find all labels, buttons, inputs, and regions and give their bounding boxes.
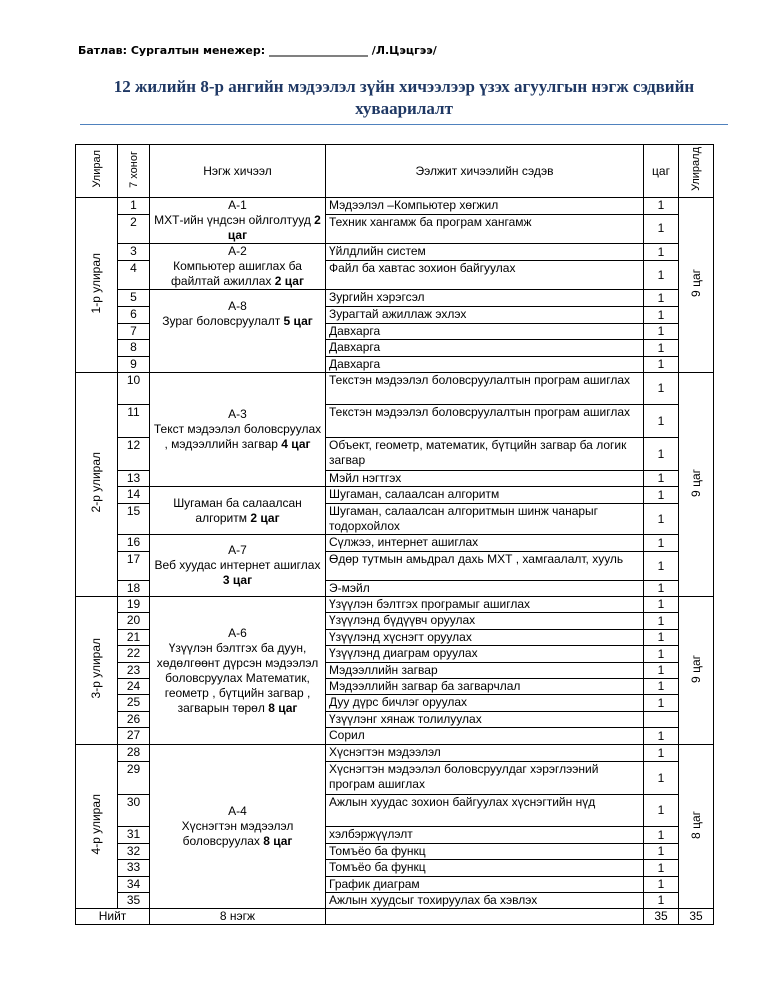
lesson-topic: Ажлын хуудас зохион байгуулах хүснэгтийн нүд — [326, 795, 644, 827]
lesson-hours: 1 — [644, 357, 679, 373]
table-row — [76, 373, 714, 405]
lesson-hours: 1 — [644, 695, 679, 712]
week-number: 29 — [118, 762, 150, 795]
week-number: 21 — [118, 630, 150, 646]
unit-cell — [150, 373, 326, 487]
lesson-topic: Үзүүлэнд хүснэгт оруулах — [326, 630, 644, 646]
lesson-hours: 1 — [644, 745, 679, 762]
lesson-topic: Үзүүлэнд бүдүүвч оруулах — [326, 613, 644, 630]
unit-hours: 2 цаг — [274, 274, 304, 288]
week-number: 12 — [118, 438, 150, 471]
week-number: 19 — [118, 597, 150, 613]
lesson-hours: 1 — [644, 261, 679, 290]
week-number: 31 — [118, 827, 150, 844]
lesson-hours: 1 — [644, 471, 679, 487]
lesson-topic: Давхарга — [326, 340, 644, 357]
total-units: 8 нэгж — [150, 909, 326, 925]
lesson-hours: 1 — [644, 307, 679, 324]
week-number: 1 — [118, 198, 150, 215]
unit-code: А-1 — [228, 198, 247, 212]
lesson-topic: Дуу дүрс бичлэг оруулах — [326, 695, 644, 712]
week-number: 6 — [118, 307, 150, 324]
week-number: 11 — [118, 405, 150, 438]
week-number: 15 — [118, 504, 150, 535]
term-hours-cell: 9 цаг — [679, 198, 714, 373]
week-number: 13 — [118, 471, 150, 487]
lesson-topic: Зурагтай ажиллаж эхлэх — [326, 307, 644, 324]
unit-code: А-6 — [228, 625, 247, 640]
lesson-topic: Файл ба хавтас зохион байгуулах — [326, 261, 644, 290]
lesson-hours: 1 — [644, 552, 679, 581]
header-row — [76, 145, 714, 198]
header-term-hours: Улиралд — [679, 145, 714, 198]
unit-hours: 5 цаг — [283, 314, 313, 328]
term-cell: 4-р улирал — [76, 745, 118, 909]
lesson-topic: Өдөр тутмын амьдрал дахь МХТ , хамгаалалт, хууль — [326, 552, 644, 581]
unit-name: Үзүүлэн бэлтгэх ба дуун, хөдөлгөөнт дүрсэн мэдээлэл боловсруулах Математик, геометр , бүтцийн загвар , загварын төрөл — [156, 640, 319, 715]
schedule-table — [75, 144, 714, 925]
lesson-topic: График диаграм — [326, 877, 644, 893]
lesson-topic: Мэдээлэл –Компьютер хөгжил — [326, 198, 644, 215]
lesson-topic: Техник хангамж ба програм хангамж — [326, 214, 644, 243]
lesson-hours: 1 — [644, 535, 679, 552]
lesson-topic: Үзүүлэн бэлтгэх програмыг ашиглах — [326, 597, 644, 613]
term-hours-cell: 9 цаг — [679, 597, 714, 745]
unit-name: Зураг боловсруулалт — [162, 314, 281, 328]
unit-name: МХТ-ийн үндсэн ойлголтууд — [154, 213, 311, 227]
week-number: 18 — [118, 581, 150, 597]
unit-cell — [150, 745, 326, 909]
lesson-hours: 1 — [644, 405, 679, 438]
lesson-topic: Сүлжээ, интернет ашиглах — [326, 535, 644, 552]
lesson-topic: Томъёо ба функц — [326, 844, 644, 860]
title-underline — [80, 124, 728, 125]
week-number: 25 — [118, 695, 150, 712]
header-unit: Нэгж хичээл — [150, 145, 326, 198]
table-row — [76, 597, 714, 613]
table-row — [76, 745, 714, 762]
week-number: 32 — [118, 844, 150, 860]
unit-name: Текст мэдээлэл боловсруулах , мэдээллийн загвар — [153, 422, 322, 451]
lesson-topic: Ажлын хуудсыг тохируулах ба хэвлэх — [326, 893, 644, 909]
lesson-hours: 1 — [644, 198, 679, 215]
unit-hours: 2 цаг — [227, 213, 321, 242]
lesson-hours: 1 — [644, 827, 679, 844]
header-topic: Ээлжит хичээлийн сэдэв — [326, 145, 644, 198]
week-number: 24 — [118, 679, 150, 695]
header-week: 7 хоног — [118, 145, 150, 198]
table-row — [76, 244, 714, 261]
lesson-topic: Үзүүлэнд диаграм оруулах — [326, 646, 644, 663]
unit-code: А-4 — [228, 804, 247, 818]
term-hours-cell: 8 цаг — [679, 745, 714, 909]
week-number: 8 — [118, 340, 150, 357]
lesson-topic: Мэдээллийн загвар — [326, 663, 644, 679]
term-hours-cell: 9 цаг — [679, 373, 714, 597]
lesson-hours: 1 — [644, 663, 679, 679]
lesson-topic: Хүснэгтэн мэдээлэл — [326, 745, 644, 762]
term-cell: 3-р улирал — [76, 597, 118, 745]
unit-code: А-8 — [228, 299, 247, 313]
week-number: 30 — [118, 795, 150, 827]
total-label: Нийт — [76, 909, 150, 925]
week-number: 10 — [118, 373, 150, 405]
total-hours: 35 — [644, 909, 679, 925]
lesson-hours: 1 — [644, 290, 679, 307]
approval-line: Батлав: Сургалтын менежер: __________________ /Л.Цэцгээ/ — [78, 44, 437, 57]
lesson-hours: 1 — [644, 324, 679, 340]
unit-hours: 4 цаг — [281, 437, 311, 451]
table-row — [76, 487, 714, 504]
unit-hours: 3 цаг — [222, 573, 253, 587]
lesson-topic: Үйлдлийн систем — [326, 244, 644, 261]
lesson-topic: Зургийн хэрэгсэл — [326, 290, 644, 307]
unit-cell — [150, 487, 326, 535]
lesson-hours: 1 — [644, 646, 679, 663]
unit-cell — [150, 198, 326, 244]
lesson-hours: 1 — [644, 340, 679, 357]
week-number: 16 — [118, 535, 150, 552]
lesson-topic: Хүснэгтэн мэдээлэл боловсруулдаг хэрэглээний програм ашиглах — [326, 762, 644, 795]
unit-cell — [150, 597, 326, 745]
week-number: 28 — [118, 745, 150, 762]
lesson-hours: 1 — [644, 613, 679, 630]
lesson-topic: Давхарга — [326, 324, 644, 340]
table-row — [76, 535, 714, 552]
week-number: 5 — [118, 290, 150, 307]
week-number: 26 — [118, 712, 150, 728]
lesson-topic: Э-мэйл — [326, 581, 644, 597]
unit-code: А-3 — [228, 407, 247, 421]
lesson-hours: 1 — [644, 893, 679, 909]
lesson-hours: 1 — [644, 597, 679, 613]
lesson-topic: хэлбэржүүлэлт — [326, 827, 644, 844]
unit-hours: 2 цаг — [250, 510, 280, 525]
header-hours: цаг — [644, 145, 679, 198]
week-number: 4 — [118, 261, 150, 290]
unit-name: Компьютер ашиглах ба файлтай ажиллах — [171, 259, 302, 288]
lesson-hours: 1 — [644, 728, 679, 745]
lesson-hours: 1 — [644, 581, 679, 597]
lesson-hours: 1 — [644, 244, 679, 261]
lesson-topic: Давхарга — [326, 357, 644, 373]
lesson-hours: 1 — [644, 438, 679, 471]
header-term: Улирал — [76, 145, 118, 198]
week-number: 33 — [118, 860, 150, 877]
lesson-hours: 1 — [644, 860, 679, 877]
unit-code: А-2 — [228, 244, 247, 258]
lesson-hours: 1 — [644, 877, 679, 893]
lesson-hours: 1 — [644, 630, 679, 646]
lesson-hours — [644, 712, 679, 728]
term-cell: 1-р улирал — [76, 198, 118, 373]
total-empty — [326, 909, 644, 925]
table-row — [76, 290, 714, 307]
unit-hours: 8 цаг — [263, 834, 293, 848]
week-number: 22 — [118, 646, 150, 663]
lesson-topic: Шугаман, салаалсан алгоритм — [326, 487, 644, 504]
week-number: 35 — [118, 893, 150, 909]
table-row — [76, 198, 714, 215]
week-number: 3 — [118, 244, 150, 261]
week-number: 14 — [118, 487, 150, 504]
unit-code: А-7 — [228, 543, 247, 557]
week-number: 27 — [118, 728, 150, 745]
lesson-topic: Мэдээллийн загвар ба загварчлал — [326, 679, 644, 695]
lesson-topic: Сорил — [326, 728, 644, 745]
lesson-topic: Мэйл нэгтгэх — [326, 471, 644, 487]
lesson-hours: 1 — [644, 487, 679, 504]
page-title: 12 жилийн 8-р ангийн мэдээлэл зүйн хичээлээр үзэх агуулгын нэгж сэдвийн хуваарилалт — [113, 77, 695, 118]
lesson-topic: Объект, геометр, математик, бүтцийн загвар ба логик загвар — [326, 438, 644, 471]
lesson-hours: 1 — [644, 795, 679, 827]
week-number: 2 — [118, 214, 150, 243]
lesson-topic: Томъёо ба функц — [326, 860, 644, 877]
lesson-hours: 1 — [644, 679, 679, 695]
lesson-topic: Шугаман, салаалсан алгоритмын шинж чанарыг тодорхойлох — [326, 504, 644, 535]
lesson-topic: Текстэн мэдээлэл боловсруулалтын програм ашиглах — [326, 405, 644, 438]
lesson-topic: Үзүүлэнг хянаж толилуулах — [326, 712, 644, 728]
lesson-hours: 1 — [644, 844, 679, 860]
week-number: 20 — [118, 613, 150, 630]
unit-cell — [150, 535, 326, 597]
total-term-hours: 35 — [679, 909, 714, 925]
lesson-hours: 1 — [644, 214, 679, 243]
week-number: 7 — [118, 324, 150, 340]
term-cell: 2-р улирал — [76, 373, 118, 597]
total-row — [76, 909, 714, 925]
lesson-hours: 1 — [644, 762, 679, 795]
lesson-hours: 1 — [644, 504, 679, 535]
week-number: 34 — [118, 877, 150, 893]
lesson-hours: 1 — [644, 373, 679, 405]
unit-name: Шугаман ба салаалсан алгоритм — [173, 495, 302, 525]
unit-name: Хүснэгтэн мэдээлэл боловсруулах — [181, 819, 294, 848]
unit-cell — [150, 290, 326, 373]
week-number: 17 — [118, 552, 150, 581]
week-number: 9 — [118, 357, 150, 373]
lesson-topic: Текстэн мэдээлэл боловсруулалтын програм ашиглах — [326, 373, 644, 405]
unit-hours: 8 цаг — [268, 700, 298, 715]
unit-name: Веб хуудас интернет ашиглах — [154, 558, 321, 572]
week-number: 23 — [118, 663, 150, 679]
unit-cell — [150, 244, 326, 290]
